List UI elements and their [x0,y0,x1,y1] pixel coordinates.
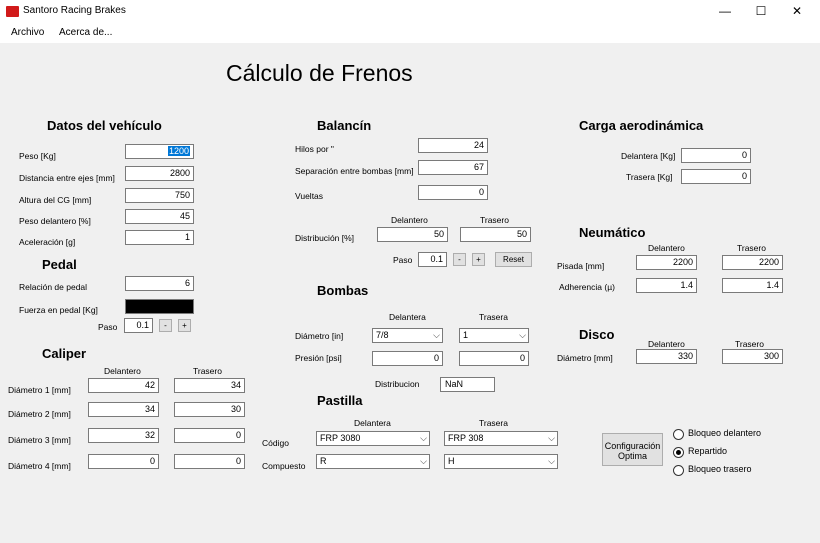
caliper-diam4-rear-input[interactable]: 0 [174,454,245,469]
pump-distribution-label: Distribucion [375,379,420,389]
pedal-step-label: Paso [98,322,118,332]
radio-front-lock-circle[interactable] [673,429,684,440]
client-area [0,43,820,543]
pad-compound-front-value: R [320,456,327,466]
aero-rear-input[interactable]: 0 [681,169,751,184]
footprint-label: Pisada [mm] [557,261,605,271]
window-title: Santoro Racing Brakes [23,5,126,16]
pad-rear-header: Trasera [479,418,508,428]
pump-diameter-rear-select[interactable] [459,328,529,343]
distribution-front-input[interactable]: 50 [377,227,448,242]
pumps-rear-header: Trasera [479,312,508,322]
pedal-ratio-input[interactable]: 6 [125,276,194,291]
aero-front-input[interactable]: 0 [681,148,751,163]
close-button[interactable]: ✕ [791,4,803,18]
caliper-rear-header: Trasero [193,366,222,376]
radio-split[interactable] [673,446,793,459]
pad-heading: Pastilla [317,393,363,408]
turns-label: Vueltas [295,191,324,201]
radio-split-circle[interactable] [673,447,684,458]
pump-diameter-front-select[interactable] [372,328,443,343]
pumps-front-header: Delantera [389,312,426,322]
menu-archivo[interactable]: Archivo [11,27,45,38]
chevron-down-icon: ⌵ [519,330,526,340]
grip-label: Adherencia (µ) [559,282,615,292]
tire-front-header: Delantero [648,243,685,253]
radio-front-lock-label: Bloqueo delantero [688,428,762,438]
pad-compound-rear-select[interactable] [444,454,558,469]
balancer-step-input[interactable]: 0.1 [418,252,447,267]
footprint-front-input[interactable]: 2200 [636,255,697,270]
caliper-diam1-rear-input[interactable]: 34 [174,378,245,393]
separation-input[interactable]: 67 [418,160,488,175]
pump-diameter-front-value: 7/8 [376,330,389,340]
disc-diameter-rear-input[interactable]: 300 [722,349,783,364]
pressure-front-input[interactable]: 0 [372,351,443,366]
chevron-down-icon: ⌵ [548,456,555,466]
pedal-step-input[interactable]: 0.1 [124,318,153,333]
disc-diameter-label: Diámetro [mm] [557,353,613,363]
threads-input[interactable]: 24 [418,138,488,153]
caliper-diam4-front-input[interactable]: 0 [88,454,159,469]
disc-front-header: Delantero [648,339,685,349]
balancer-step-plus-button[interactable]: + [472,253,485,266]
disc-rear-header: Trasero [735,339,764,349]
cg-label: Altura del CG [mm] [19,195,92,205]
caliper-diam1-label: Diámetro 1 [mm] [8,385,71,395]
pedal-force-label: Fuerza en pedal [Kg] [19,305,98,315]
grip-front-input[interactable]: 1.4 [636,278,697,293]
pump-diameter-rear-value: 1 [463,330,469,340]
pad-compound-label: Compuesto [262,461,306,471]
pumps-heading: Bombas [317,283,369,298]
chevron-down-icon: ⌵ [420,456,427,466]
pad-code-rear-value: FRP 308 [448,433,484,443]
balancer-step-label: Paso [393,255,413,265]
pedal-heading: Pedal [42,257,77,272]
menu-acerca-de[interactable]: Acerca de... [59,27,113,38]
balancer-rear-header: Trasero [480,215,509,225]
turns-input[interactable]: 0 [418,185,488,200]
pad-front-header: Delantera [354,418,391,428]
pump-diameter-label: Diámetro [in] [295,331,344,341]
aero-rear-label: Trasera [Kg] [626,172,673,182]
caliper-diam3-rear-input[interactable]: 0 [174,428,245,443]
page-title: Cálculo de Frenos [226,60,413,86]
balancer-heading: Balancín [317,118,372,133]
minimize-button[interactable]: — [719,4,731,18]
optimal-config-button[interactable]: Configuración Optima [602,433,663,466]
aero-heading: Carga aerodinámica [579,118,704,133]
pressure-rear-input[interactable]: 0 [459,351,529,366]
pad-code-front-select[interactable] [316,431,430,446]
pump-distribution-output: NaN [440,377,495,392]
vehicle-heading: Datos del vehículo [47,118,162,133]
chevron-down-icon: ⌵ [548,433,555,443]
weight-label: Peso [Kg] [19,151,56,161]
radio-front-lock[interactable] [673,428,793,441]
pad-code-front-value: FRP 3080 [320,433,361,443]
menu-bar [0,23,820,43]
balancer-front-header: Delantero [391,215,428,225]
pedal-step-plus-button[interactable]: + [178,319,191,332]
radio-split-label: Repartido [688,446,728,456]
cg-input[interactable]: 750 [125,188,194,203]
caliper-diam2-label: Diámetro 2 [mm] [8,409,71,419]
footprint-rear-input[interactable]: 2200 [722,255,783,270]
caliper-diam2-rear-input[interactable]: 30 [174,402,245,417]
app-icon [6,6,19,17]
aero-front-label: Delantera [Kg] [621,151,676,161]
radio-rear-lock[interactable] [673,464,793,477]
tire-rear-header: Trasero [737,243,766,253]
chevron-down-icon: ⌵ [420,433,427,443]
threads-label: Hilos por " [295,144,334,154]
separation-label: Separación entre bombas [mm] [295,166,414,176]
caliper-diam4-label: Diámetro 4 [mm] [8,461,71,471]
caliper-diam2-front-input[interactable]: 34 [88,402,159,417]
chevron-down-icon: ⌵ [433,330,440,340]
weight-value: 1200 [168,146,189,156]
radio-rear-lock-circle[interactable] [673,465,684,476]
reset-button[interactable]: Reset [495,252,532,267]
front-weight-label: Peso delantero [%] [19,216,91,226]
caliper-diam1-front-input[interactable]: 42 [88,378,159,393]
distribution-rear-input[interactable]: 50 [460,227,531,242]
caliper-diam3-front-input[interactable]: 32 [88,428,159,443]
distribution-label: Distribución [%] [295,233,355,243]
grip-rear-input[interactable]: 1.4 [722,278,783,293]
title-bar [0,0,820,23]
pedal-ratio-label: Relación de pedal [19,282,88,292]
wheelbase-input[interactable]: 2800 [125,166,194,181]
caliper-diam3-label: Diámetro 3 [mm] [8,435,71,445]
balancer-step-minus-button[interactable]: - [453,253,466,266]
pad-compound-rear-value: H [448,456,455,466]
weight-input[interactable] [125,144,194,159]
pad-compound-front-select[interactable] [316,454,430,469]
disc-heading: Disco [579,327,615,342]
pedal-force-display [125,299,194,314]
pad-code-rear-select[interactable] [444,431,558,446]
pressure-label: Presión [psi] [295,353,342,363]
pedal-step-minus-button[interactable]: - [159,319,172,332]
radio-rear-lock-label: Bloqueo trasero [688,464,752,474]
accel-input[interactable]: 1 [125,230,194,245]
accel-label: Aceleración [g] [19,237,76,247]
caliper-front-header: Delantero [104,366,141,376]
wheelbase-label: Distancia entre ejes [mm] [19,173,115,183]
front-weight-input[interactable]: 45 [125,209,194,224]
tire-heading: Neumático [579,225,646,240]
maximize-button[interactable]: ☐ [755,4,767,18]
caliper-heading: Caliper [42,346,87,361]
disc-diameter-front-input[interactable]: 330 [636,349,697,364]
pad-code-label: Código [262,438,289,448]
